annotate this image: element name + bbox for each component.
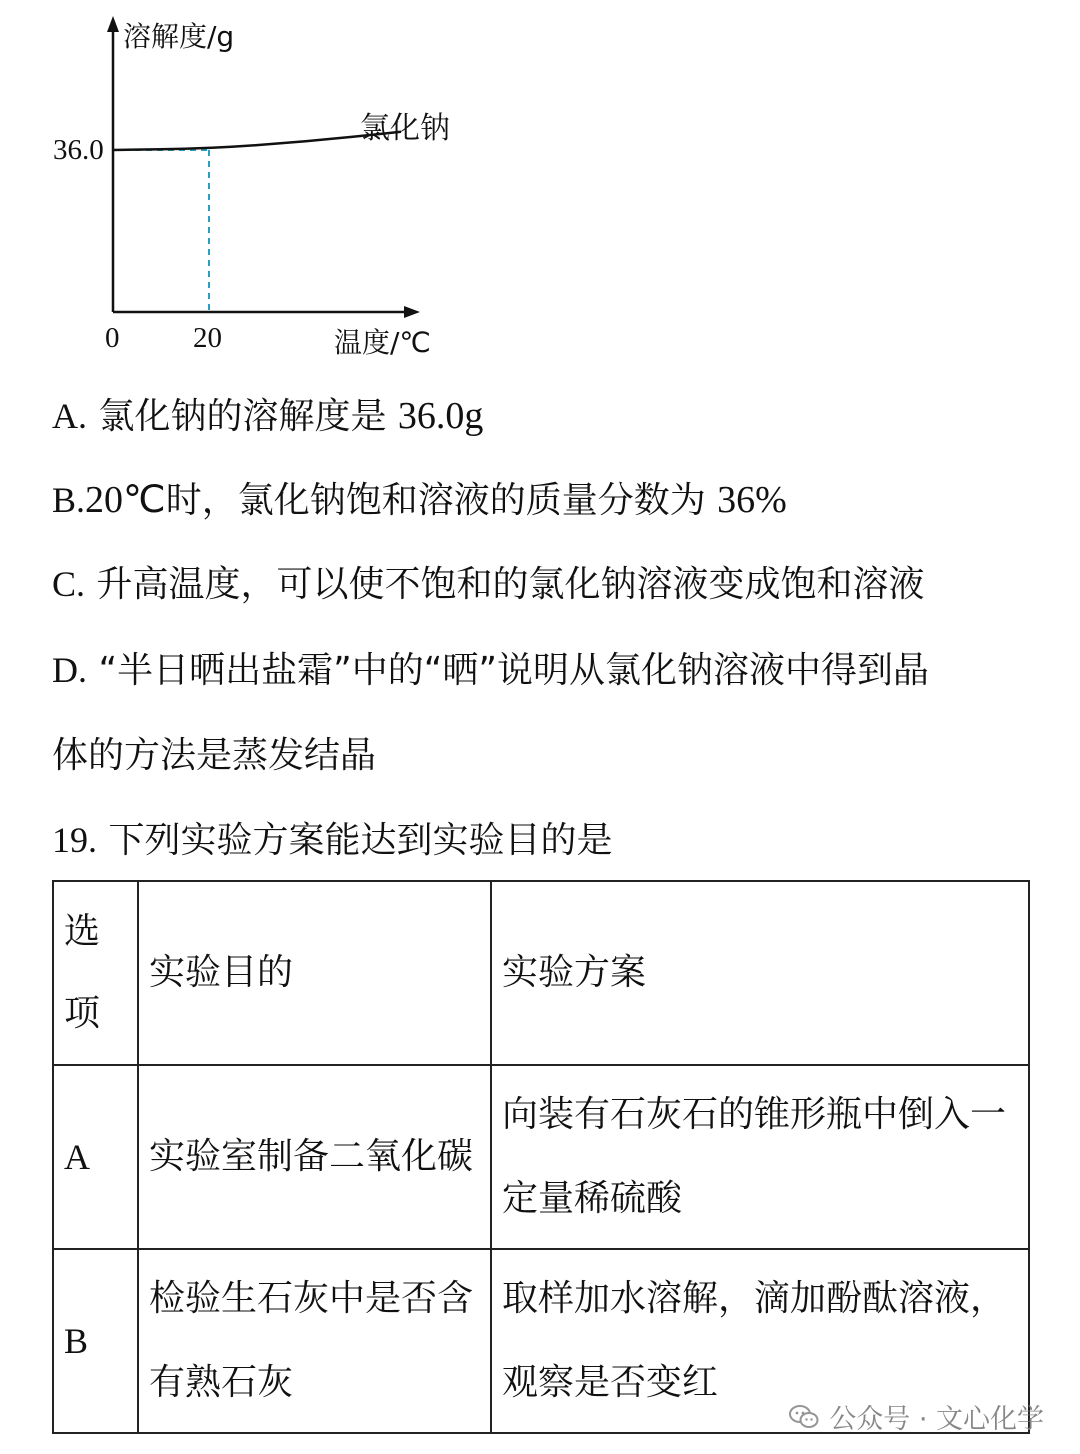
solubility-chart-svg [0, 0, 520, 380]
option-a-text: 氯化钠的溶解度是 [98, 396, 387, 437]
option-a [52, 394, 483, 439]
wechat-icon [789, 1404, 819, 1430]
option-a-letter: A. [52, 396, 87, 436]
row-a-plan: 向装有石灰石的锥形瓶中倒入一定量稀硫酸 [491, 1065, 1029, 1249]
row-b-purpose: 检验生石灰中是否含有熟石灰 [138, 1249, 491, 1433]
table-row [53, 1065, 1029, 1249]
option-c-text: 升高温度，可以使不饱和的氯化钠溶液变成饱和溶液 [96, 564, 925, 605]
series-label-nacl: 氯化钠 [360, 111, 450, 146]
x-tick-label-20: 20 [193, 322, 222, 354]
question-text: 下列实验方案能达到实验目的是 [108, 820, 613, 861]
option-b [52, 478, 787, 523]
option-d [52, 648, 929, 693]
x-axis-arrow [404, 306, 420, 318]
watermark-text: 公众号 · 文心化学 [829, 1404, 1044, 1435]
option-d-continued [52, 734, 376, 778]
row-a-purpose: 实验室制备二氧化碳 [138, 1065, 491, 1249]
origin-label: 0 [105, 322, 120, 354]
row-a-option: A [53, 1065, 138, 1249]
y-axis-label: 溶解度/g [123, 20, 235, 53]
option-c-letter: C. [52, 564, 86, 604]
question-number: 19. [52, 820, 97, 860]
experiment-table [52, 880, 1030, 1434]
option-b-value: 36% [717, 479, 787, 521]
option-c [52, 562, 924, 607]
option-b-temperature: 20℃ [85, 479, 166, 521]
option-d-letter: D. [52, 650, 87, 690]
row-b-option: B [53, 1249, 138, 1433]
option-b-letter: B. [52, 480, 86, 520]
option-a-value: 36.0g [397, 395, 484, 437]
x-axis-label: 温度/℃ [334, 326, 431, 359]
watermark [789, 1397, 1044, 1436]
header-plan: 实验方案 [491, 881, 1029, 1065]
header-purpose: 实验目的 [138, 881, 491, 1065]
header-option: 选项 [53, 881, 138, 1065]
option-d-text-line2: 体的方法是蒸发结晶 [52, 735, 377, 776]
question-19 [52, 818, 612, 863]
option-b-text: 时，氯化钠饱和溶液的质量分数为 [165, 480, 706, 521]
row-b-plan: 取样加水溶解，滴加酚酞溶液，观察是否变红 [491, 1249, 1029, 1433]
solubility-chart [0, 0, 520, 380]
option-d-text: “半日晒出盐霜”中的“晒”说明从氯化钠溶液中得到晶 [98, 650, 930, 691]
table-header-row [53, 881, 1029, 1065]
y-axis-arrow [107, 16, 119, 32]
series-line-nacl [113, 132, 401, 150]
y-tick-label-36: 36.0 [53, 134, 104, 166]
